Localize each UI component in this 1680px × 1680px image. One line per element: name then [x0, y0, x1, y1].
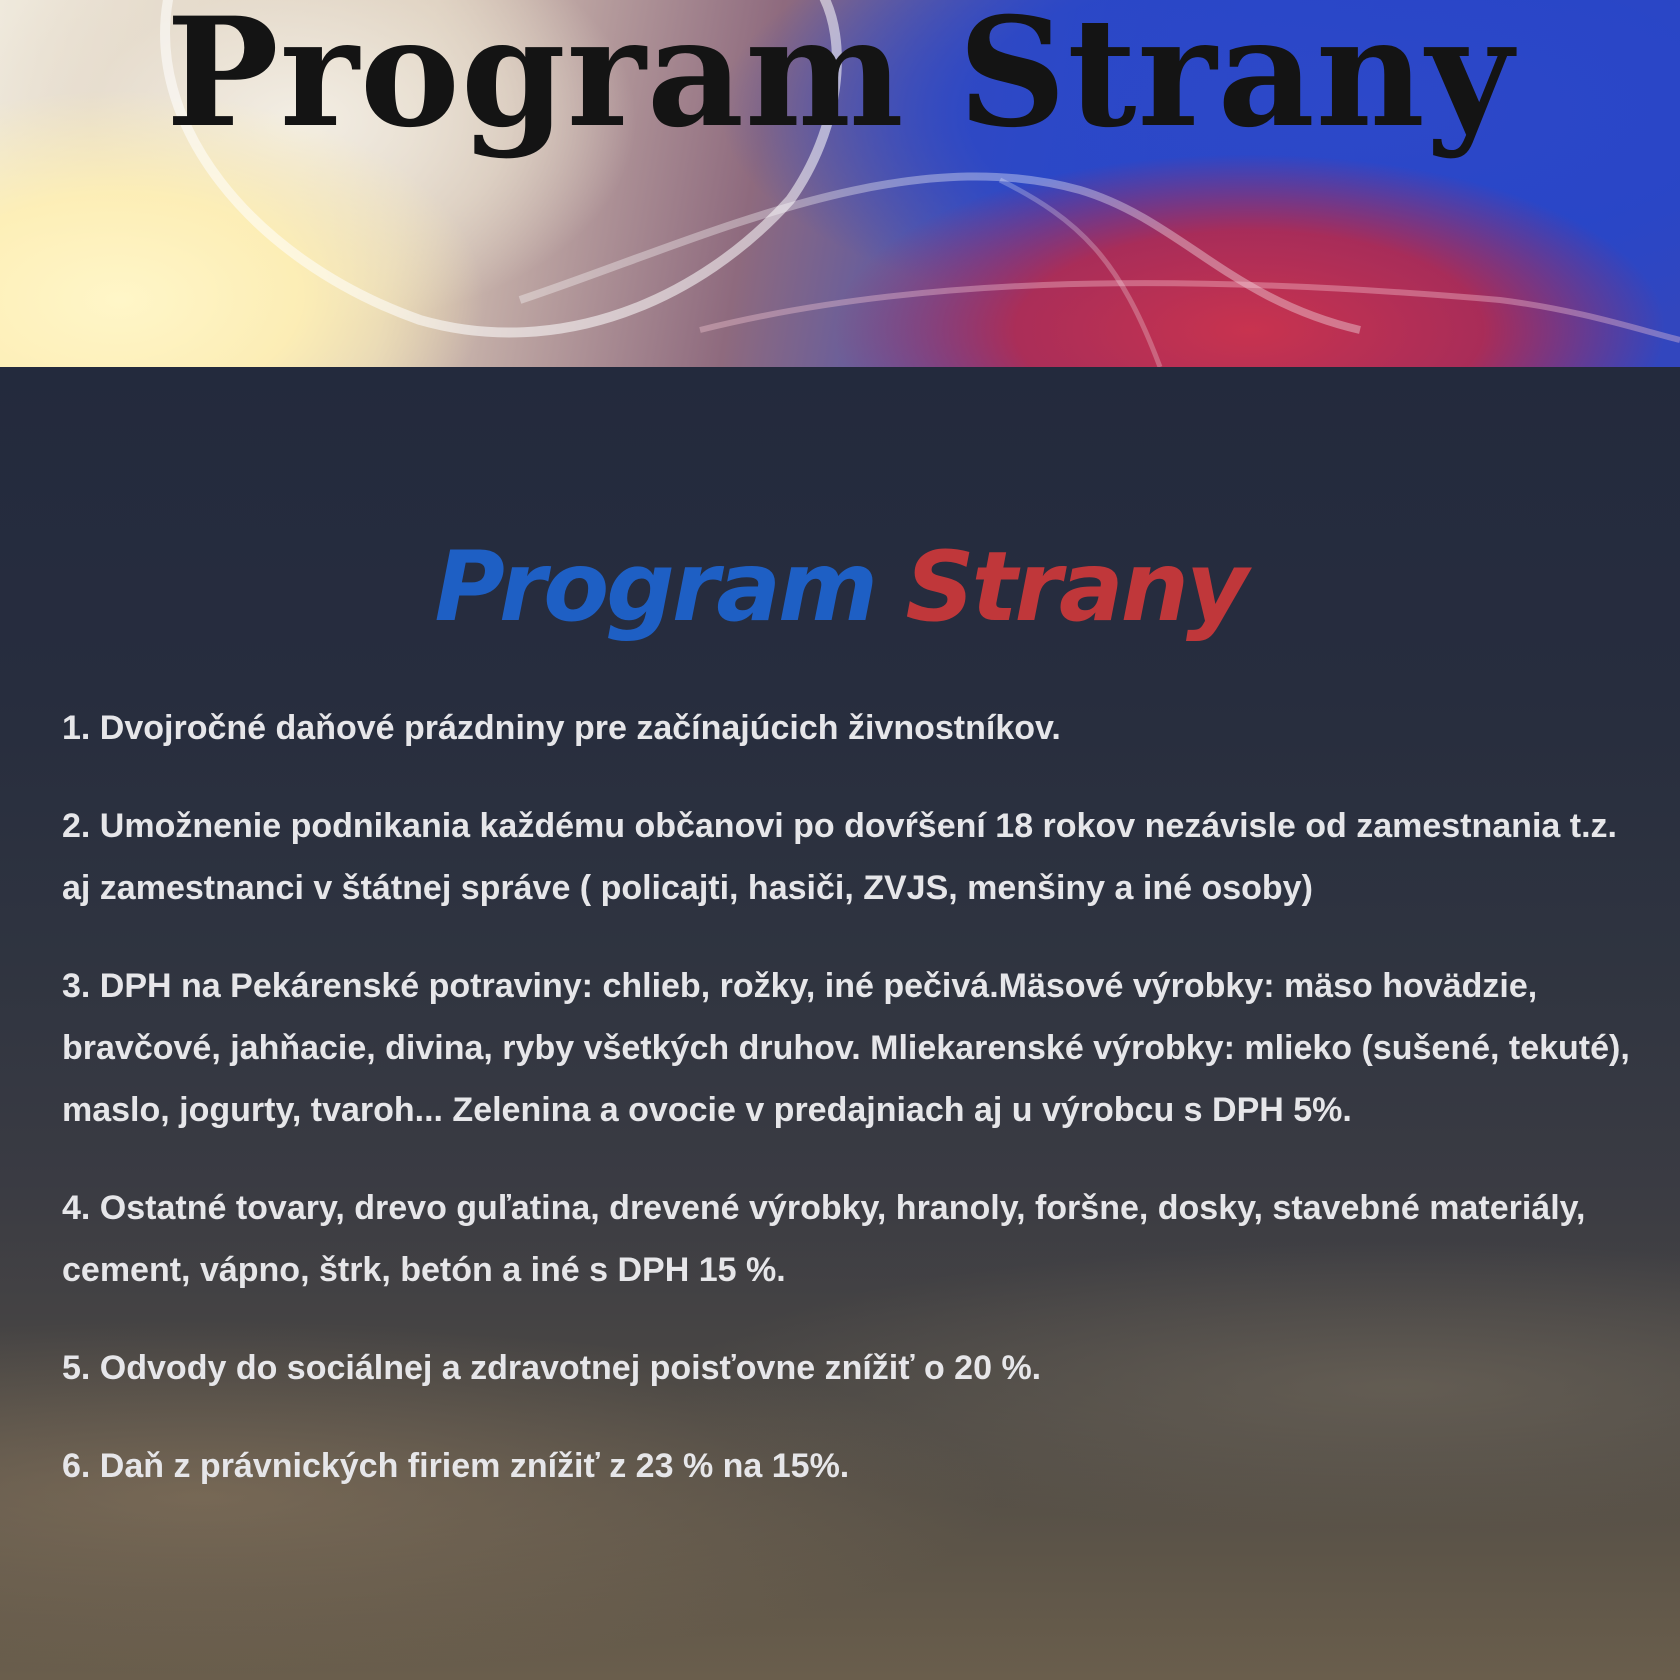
program-item-6: 6. Daň z právnických firiem znížiť z 23 % na 15%.	[62, 1447, 850, 1485]
hero-banner	[0, 0, 1680, 367]
program-item-1: 1. Dvojročné daňové prázdniny pre začínajúcich živnostníkov.	[62, 709, 1061, 747]
program-section	[0, 367, 1680, 1680]
hero-title: Program Strany	[166, 0, 1514, 161]
section-title-word-program: Program	[434, 531, 876, 643]
program-item-5: 5. Odvody do sociálnej a zdravotnej poisťovne znížiť o 20 %.	[62, 1349, 1042, 1387]
program-item-4: 4. Ostatné tovary, drevo guľatina, drevené výrobky, hranoly, foršne, dosky, stavebné materiály, cement, vápno, štrk, betón a iné s DPH 15 %.	[62, 1189, 1586, 1289]
program-list	[62, 697, 1652, 1533]
section-title-word-strany: Strany	[905, 531, 1246, 643]
section-title	[0, 527, 1680, 647]
program-item-2: 2. Umožnenie podnikania každému občanovi po dovŕšení 18 rokov nezávisle od zamestnania t.z. aj zamestnanci v štátnej správe ( policajti, hasiči, ZVJS, menšiny a iné osoby)	[62, 807, 1617, 907]
program-item-3: 3. DPH na Pekárenské potraviny: chlieb, rožky, iné pečivá.Mäsové výrobky: mäso hovädzie, bravčové, jahňacie, divina, ryby všetkých druhov. Mliekarenské výrobky: mlieko (sušené, tekuté), maslo, jogurty, tvaroh... Zelenina a ovocie v predajniach aj u výrobcu s DPH 5%.	[62, 967, 1630, 1129]
